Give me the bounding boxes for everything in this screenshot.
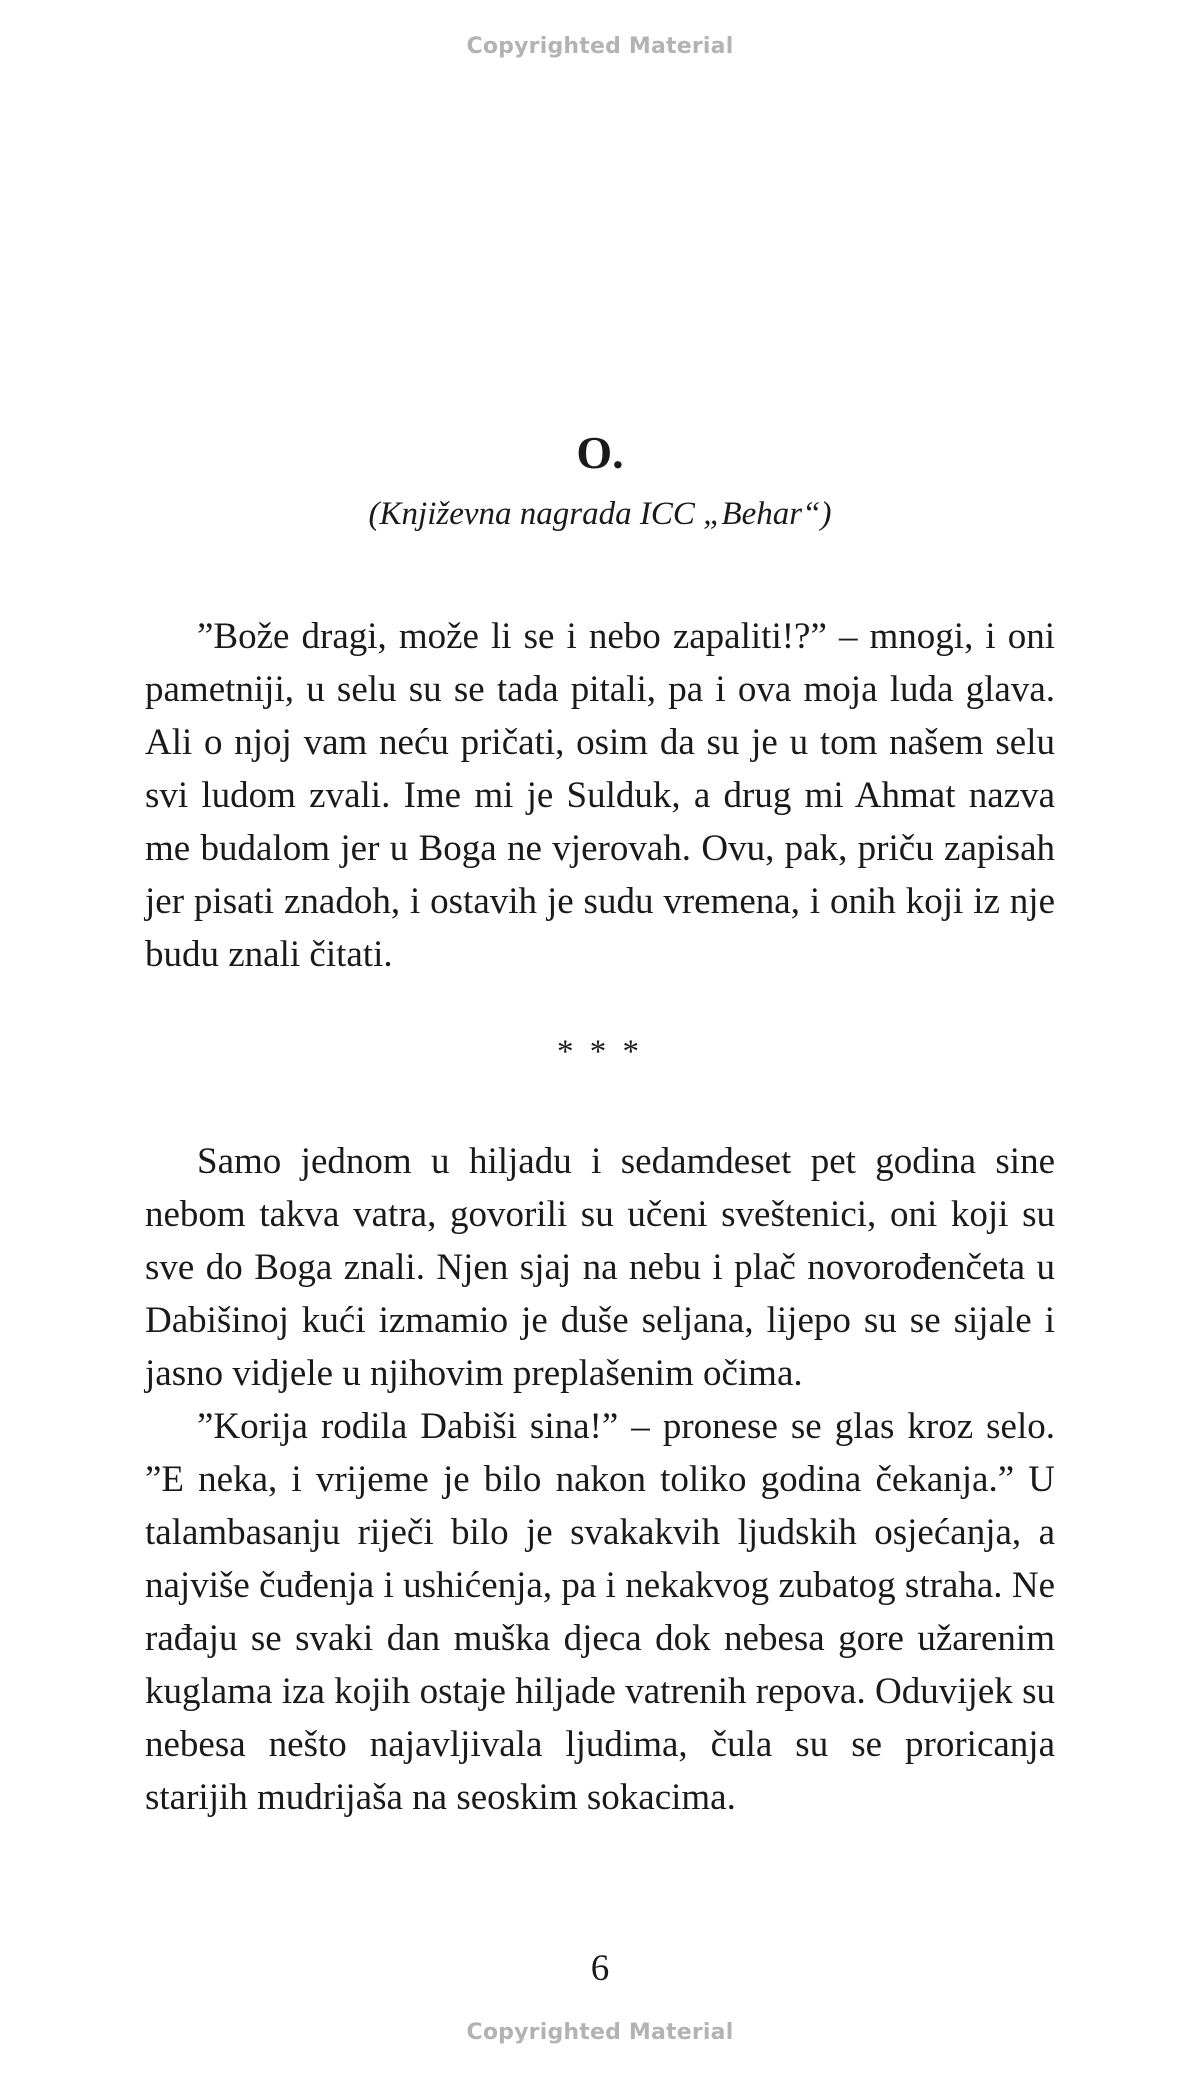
text-block-intro bbox=[145, 610, 1055, 981]
copyright-watermark-bottom: Copyrighted Material bbox=[466, 2020, 734, 2045]
section-separator: * * * bbox=[557, 1034, 643, 1070]
chapter-title: O. bbox=[576, 427, 624, 478]
copyright-watermark-top: Copyrighted Material bbox=[466, 34, 734, 59]
page-number: 6 bbox=[590, 1948, 610, 1989]
paragraph: Samo jednom u hiljadu i sedamdeset pet godina sine nebom takva vatra, govorili su učeni sveštenici, oni koji su sve do Boga znali. Njen sjaj na nebu i plač novorođenčeta u Dabišinoj kući izmamio je duše seljana, lijepo su se sijale i jasno vidjele u njihovim preplašenim očima. bbox=[145, 1141, 1055, 1394]
paragraph: ”Korija rodila Dabiši sina!” – pronese se glas kroz selo. ”E neka, i vrijeme je bilo nakon toliko godina čekanja.” U talambasanju riječi bilo je svakakvih ljudskih osjećanja, a najviše čuđenja i ushićenja, pa i nekakvog zubatog straha. Ne rađaju se svaki dan muška djeca dok nebesa gore užarenim kuglama iza kojih ostaje hiljade vatrenih repova. Oduvijek su nebesa nešto najavljivala ljudima, čula su se proricanja starijih mudrijaša na seoskim sokacima. bbox=[145, 1406, 1055, 1818]
paragraph: ”Bože dragi, može li se i nebo zapaliti!?” – mnogi, i oni pametniji, u selu su se tada pitali, pa i ova moja luda glava. Ali o njoj vam neću pričati, osim da su je u tom našem selu svi ludom zvali. Ime mi je Sulduk, a drug mi Ahmat nazva me budalom jer u Boga ne vjerovah. Ovu, pak, priču zapisah jer pisati znadoh, i ostavih je sudu vremena, i onih koji iz nje budu znali čitati. bbox=[145, 616, 1055, 975]
chapter-subtitle: (Književna nagrada ICC „Behar“) bbox=[368, 496, 832, 532]
text-block-main bbox=[145, 1135, 1055, 1824]
